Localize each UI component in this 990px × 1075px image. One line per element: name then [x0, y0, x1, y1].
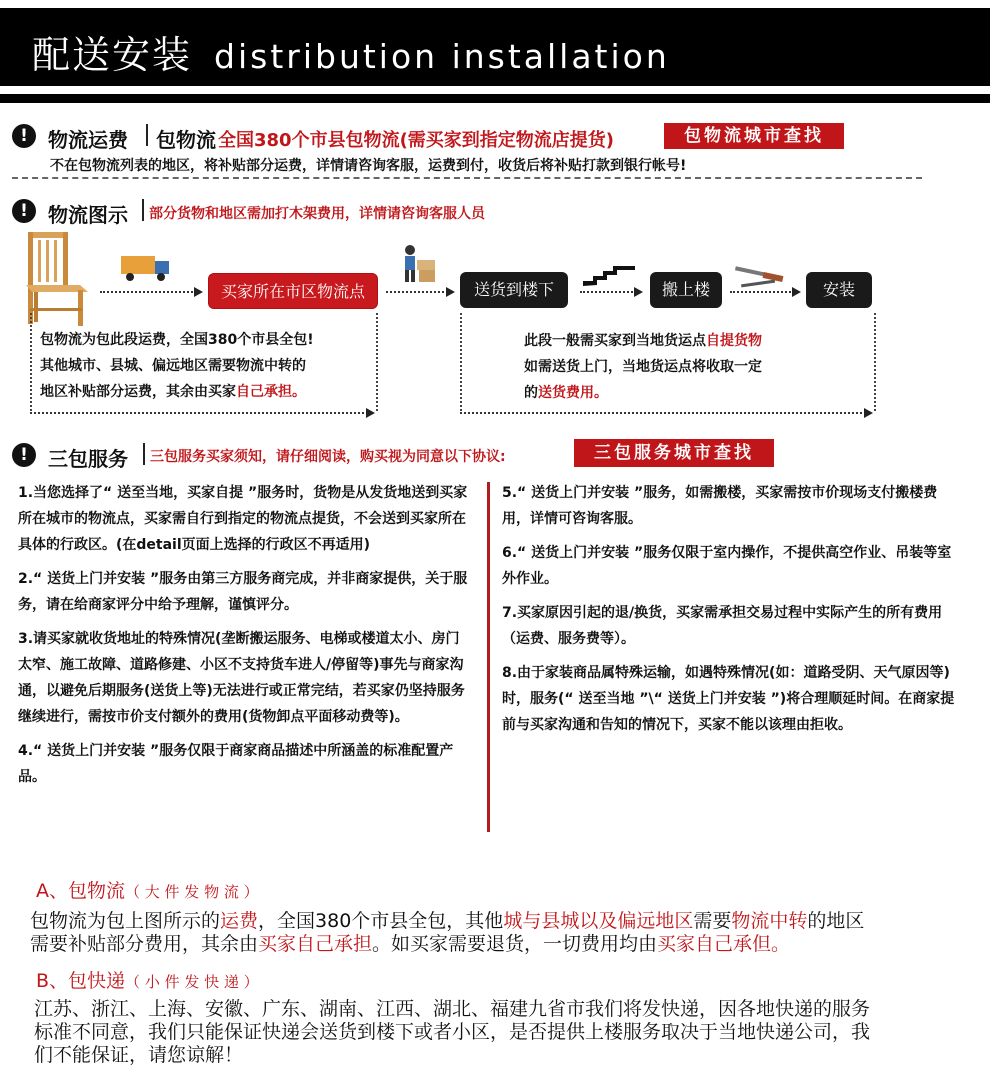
tools-icon [733, 266, 789, 290]
right-note-highlight: 自提货物 [706, 333, 762, 349]
service-rules-right [502, 480, 962, 738]
service-rule: 4.“ 送货上门并安装 ”服务仅限于商家商品描述中所涵盖的标准配置产品。 [18, 743, 454, 785]
left-note-line: 包物流为包此段运费，全国380个市县全包! [40, 332, 314, 348]
flow-note: 部分货物和地区需加打木架费用，详情请咨询客服人员 [149, 206, 485, 222]
text-segment: ，全国380个市县全包，其他 [258, 910, 504, 932]
section-a-sub: （ 大 件 发 物 流 ） [125, 883, 259, 901]
text-segment: 包物流为包上图所示的 [30, 910, 221, 932]
arrow-head-icon [446, 287, 455, 297]
flow-right-note [524, 328, 762, 406]
exclamation-icon: ! [12, 443, 36, 467]
arrow-head-icon [366, 408, 375, 418]
bracket-line [30, 313, 32, 411]
flow-arrow [730, 291, 794, 293]
left-note-line: 其他城市、县城、偏远地区需要物流中转的 [40, 358, 306, 374]
flow-left-note [40, 327, 314, 405]
service-note: 三包服务买家须知，请仔细阅读，购买视为同意以下协议: [150, 449, 506, 465]
section-b-title: B、包快递 [36, 970, 126, 992]
flow-step-carry-upstairs: 搬上楼 [650, 272, 722, 308]
flow-arrow [100, 291, 196, 293]
service-rule: 1.当您选择了“ 送至当地，买家自提 ”服务时，货物是从发货地送到买家所在城市的物流点，买家需自行到指定的物流点提货，不会送到买家所在具体的行政区。(在detail页面上选择的行政区不再适用) [18, 485, 468, 553]
header-divider [0, 94, 990, 103]
arrow-head-icon [792, 287, 801, 297]
truck-icon [121, 252, 173, 282]
text-highlight: 城与县城以及偏远地区 [503, 910, 694, 932]
flow-arrow [386, 291, 448, 293]
service-rule: 3.请买家就收货地址的特殊情况(垄断搬运服务、电梯或楼道太小、房门太窄、施工故障、道路修建、小区不支持货车进人/停留等)事先与商家沟通，以避免后期服务(送货上等)无法进行或正常完结，若买家仍坚持服务继续进行，需按市价支付额外的费用(货物卸点平面移动费等)。 [18, 631, 465, 725]
right-note-text: 此段一般需买家到当地货运点 [524, 333, 706, 349]
arrow-head-icon [864, 408, 873, 418]
worker-icon [398, 244, 438, 284]
arrow-head-icon [194, 287, 203, 297]
text-highlight: 物流中转 [731, 910, 808, 932]
service-rule: 8.由于家装商品属特殊运输，如遇特殊情况(如：道路受阴、天气原因等)时，服务(“ 送至当地 ”\“ 送货上门并安装 ”)将合理顺延时间。在商家提前与买家沟通和告知的情况下，买家不能以该理由拒收。 [502, 665, 955, 733]
section-a-line [30, 910, 864, 933]
service-rule: 5.“ 送货上门并安装 ”服务，如需搬楼，买家需按市价现场支付搬楼费用，详情可咨询客服。 [502, 485, 938, 527]
service-city-search-button[interactable]: 三包服务城市查找 [574, 439, 774, 467]
text-segment: 需要 [693, 910, 732, 932]
logistics-sub: 包物流 [156, 128, 216, 152]
page-header [0, 8, 990, 86]
arrow-head-icon [634, 287, 643, 297]
header-title [32, 24, 670, 79]
section-b-sub: （ 小 件 发 快 递 ） [125, 973, 259, 991]
logistics-title: 物流运费 [48, 128, 128, 152]
flow-step-install: 安装 [806, 272, 872, 308]
header-title-en: distribution installation [214, 37, 670, 76]
section-b-text [34, 998, 870, 1067]
section-b-line: 们不能保证，请您谅解！ [34, 1044, 244, 1066]
logistics-note: 不在包物流列表的地区，将补贴部分运费，详情请咨询客服，运费到付，收货后将补贴打款到银行帐号! [50, 158, 687, 174]
left-note-line [40, 379, 314, 405]
right-note-line [524, 380, 762, 406]
right-note-line [524, 328, 762, 354]
service-rule: 7.买家原因引起的退/换货，买家需承担交易过程中实际产生的所有费用（运费、服务费等）。 [502, 605, 943, 647]
bracket-line [376, 313, 378, 411]
bracket-line [460, 313, 462, 411]
section-b-line: 标准不同意，我们只能保证快递会送货到楼下或者小区，是否提供上楼服务取决于当地快递公司，我 [34, 1021, 871, 1043]
bracket-arrow [460, 412, 866, 414]
logistics-city-search-button[interactable]: 包物流城市查找 [664, 123, 844, 149]
service-rules-left [18, 480, 473, 790]
text-highlight: 买家自己承担 [258, 933, 373, 955]
dashed-divider [12, 177, 922, 179]
section-b-heading [36, 966, 259, 993]
right-note-text: 的 [524, 385, 538, 401]
right-note-highlight: 送货费用。 [538, 385, 608, 401]
text-highlight: 买家自己承但。 [657, 933, 791, 955]
bracket-arrow [30, 412, 368, 414]
flow-step-logistics-point: 买家所在市区物流点 [208, 273, 378, 309]
section-b-line: 江苏、浙江、上海、安徽、广东、湖南、江西、湖北、福建九省市我们将发快递，因各地快递的服务 [34, 998, 871, 1020]
flow-title: 物流图示 [48, 203, 128, 227]
bracket-line [874, 313, 876, 411]
column-divider [487, 482, 490, 832]
service-title: 三包服务 [48, 447, 128, 471]
left-note-highlight: 自己承担。 [236, 384, 306, 400]
service-rule: 2.“ 送货上门并安装 ”服务由第三方服务商完成，并非商家提供，关于服务，请在给商家评分中给予理解，谨慎评分。 [18, 571, 468, 613]
flow-arrow [580, 291, 636, 293]
left-note-text: 地区补贴部分运费，其余由买家 [40, 384, 236, 400]
exclamation-icon: ! [12, 124, 36, 148]
stairs-icon [583, 264, 635, 286]
section-a-text [30, 910, 864, 956]
right-note-line: 如需送货上门，当地货运点将收取一定 [524, 359, 762, 375]
flow-step-deliver-downstairs: 送货到楼下 [460, 272, 568, 308]
service-rule: 6.“ 送货上门并安装 ”服务仅限于室内操作，不提供高空作业、吊装等室外作业。 [502, 545, 952, 587]
text-segment: 的地区 [807, 910, 865, 932]
text-highlight: 运费 [220, 910, 259, 932]
title-separator [142, 199, 144, 221]
title-separator [143, 443, 145, 465]
section-a-line [30, 933, 864, 956]
header-title-cn: 配送安装 [32, 33, 193, 77]
logistics-highlight: 全国380个市县包物流(需买家到指定物流店提货) [218, 130, 615, 151]
text-segment: 。如买家需要退货，一切费用均由 [372, 933, 658, 955]
section-a-title: A、包物流 [36, 880, 125, 902]
exclamation-icon: ! [12, 199, 36, 223]
title-separator [146, 124, 148, 146]
section-a-heading [36, 876, 259, 903]
text-segment: 需要补贴部分费用，其余由 [30, 933, 259, 955]
